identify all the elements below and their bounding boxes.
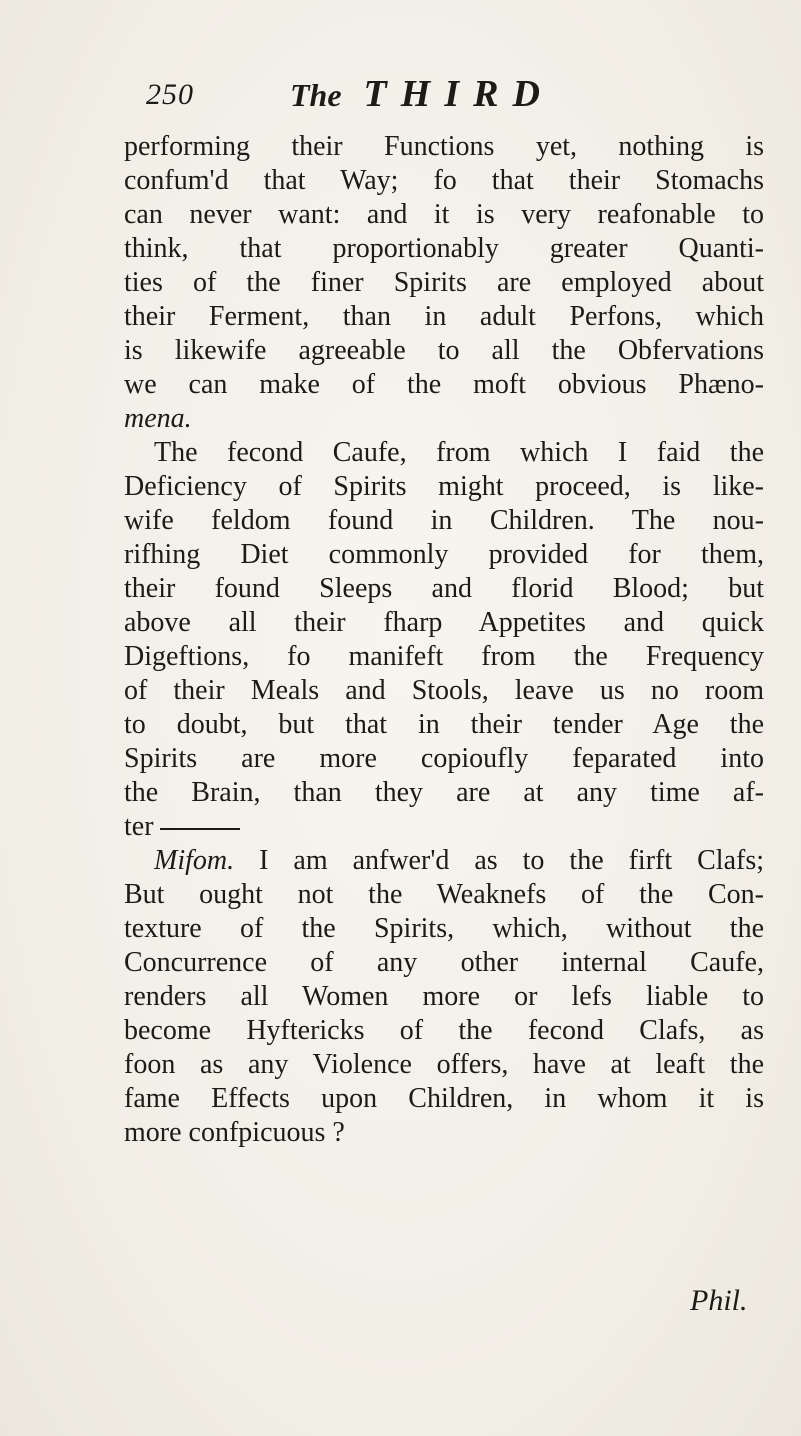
text-line [124, 912, 764, 946]
text-line [124, 878, 764, 912]
text-line [124, 1116, 764, 1150]
text-line [124, 980, 764, 1014]
text-line [124, 1048, 764, 1082]
body-text [124, 130, 764, 1150]
text-line [124, 1014, 764, 1048]
line-text: fame Effects upon Children, in whom it is [124, 1083, 764, 1114]
line-text: Concurrence of any other internal Caufe, [124, 947, 764, 978]
line-text: their Ferment, than in adult Perfons, which [124, 301, 764, 332]
line-text: Deficiency of Spirits might proceed, is like- [124, 471, 764, 502]
line-text: more confpicuous ? [124, 1117, 345, 1148]
line-text: rifhing Diet commonly provided for them, [124, 539, 764, 570]
text-line [124, 844, 764, 878]
line-text: can never want: and it is very reafonable to [124, 199, 764, 230]
line-text: ter [124, 811, 154, 842]
text-line [124, 198, 764, 232]
text-line [124, 572, 764, 606]
page-number: 250 [146, 78, 194, 111]
line-text: the Brain, than they are at any time af- [124, 777, 764, 808]
text-line [124, 742, 764, 776]
text-line [124, 368, 764, 402]
running-head [0, 73, 801, 128]
text-line [124, 1082, 764, 1116]
em-dash-rule [160, 828, 240, 830]
line-text: I am anfwer'd as to the firft Clafs; [234, 845, 764, 876]
line-text: become Hyftericks of the fecond Clafs, as [124, 1015, 764, 1046]
text-line [124, 470, 764, 504]
text-line [124, 538, 764, 572]
line-text: confum'd that Way; fo that their Stomachs [124, 165, 764, 196]
text-line [124, 402, 764, 436]
text-line [124, 606, 764, 640]
text-line [124, 232, 764, 266]
text-line [124, 810, 764, 844]
catchword: Phil. [690, 1284, 748, 1317]
text-line [124, 640, 764, 674]
text-line [124, 130, 764, 164]
running-head-title [290, 72, 554, 116]
line-text: foon as any Violence offers, have at leaft the [124, 1049, 764, 1080]
text-line [124, 436, 764, 470]
text-line [124, 334, 764, 368]
line-text: of their Meals and Stools, leave us no room [124, 675, 764, 706]
line-text: performing their Functions yet, nothing is [124, 131, 764, 162]
text-line [124, 266, 764, 300]
line-text: But ought not the Weaknefs of the Con- [124, 879, 764, 910]
text-line [124, 776, 764, 810]
line-text: is likewife agreeable to all the Obfervations [124, 335, 764, 366]
text-line [124, 946, 764, 980]
text-line [124, 300, 764, 334]
line-text: renders all Women more or lefs liable to [124, 981, 764, 1012]
line-text: their found Sleeps and florid Blood; but [124, 573, 764, 604]
text-line [124, 164, 764, 198]
text-line [124, 708, 764, 742]
line-text: wife feldom found in Children. The nou- [124, 505, 764, 536]
running-head-word: THIRD [363, 73, 554, 115]
line-text: texture of the Spirits, which, without the [124, 913, 764, 944]
text-line [124, 674, 764, 708]
line-text: to doubt, but that in their tender Age the [124, 709, 764, 740]
line-text: mena. [124, 403, 192, 434]
running-head-article: The [290, 77, 342, 113]
line-text: The fecond Caufe, from which I faid the [154, 437, 764, 468]
line-text: ties of the finer Spirits are employed about [124, 267, 764, 298]
line-text: we can make of the moft obvious Phæno- [124, 369, 764, 400]
line-text: Spirits are more copioufly feparated into [124, 743, 764, 774]
line-text: think, that proportionably greater Quanti- [124, 233, 764, 264]
speaker-name: Mifom. [154, 845, 235, 876]
line-text: Digeftions, fo manifeft from the Frequency [124, 641, 764, 672]
line-text: above all their fharp Appetites and quick [124, 607, 764, 638]
text-line [124, 504, 764, 538]
